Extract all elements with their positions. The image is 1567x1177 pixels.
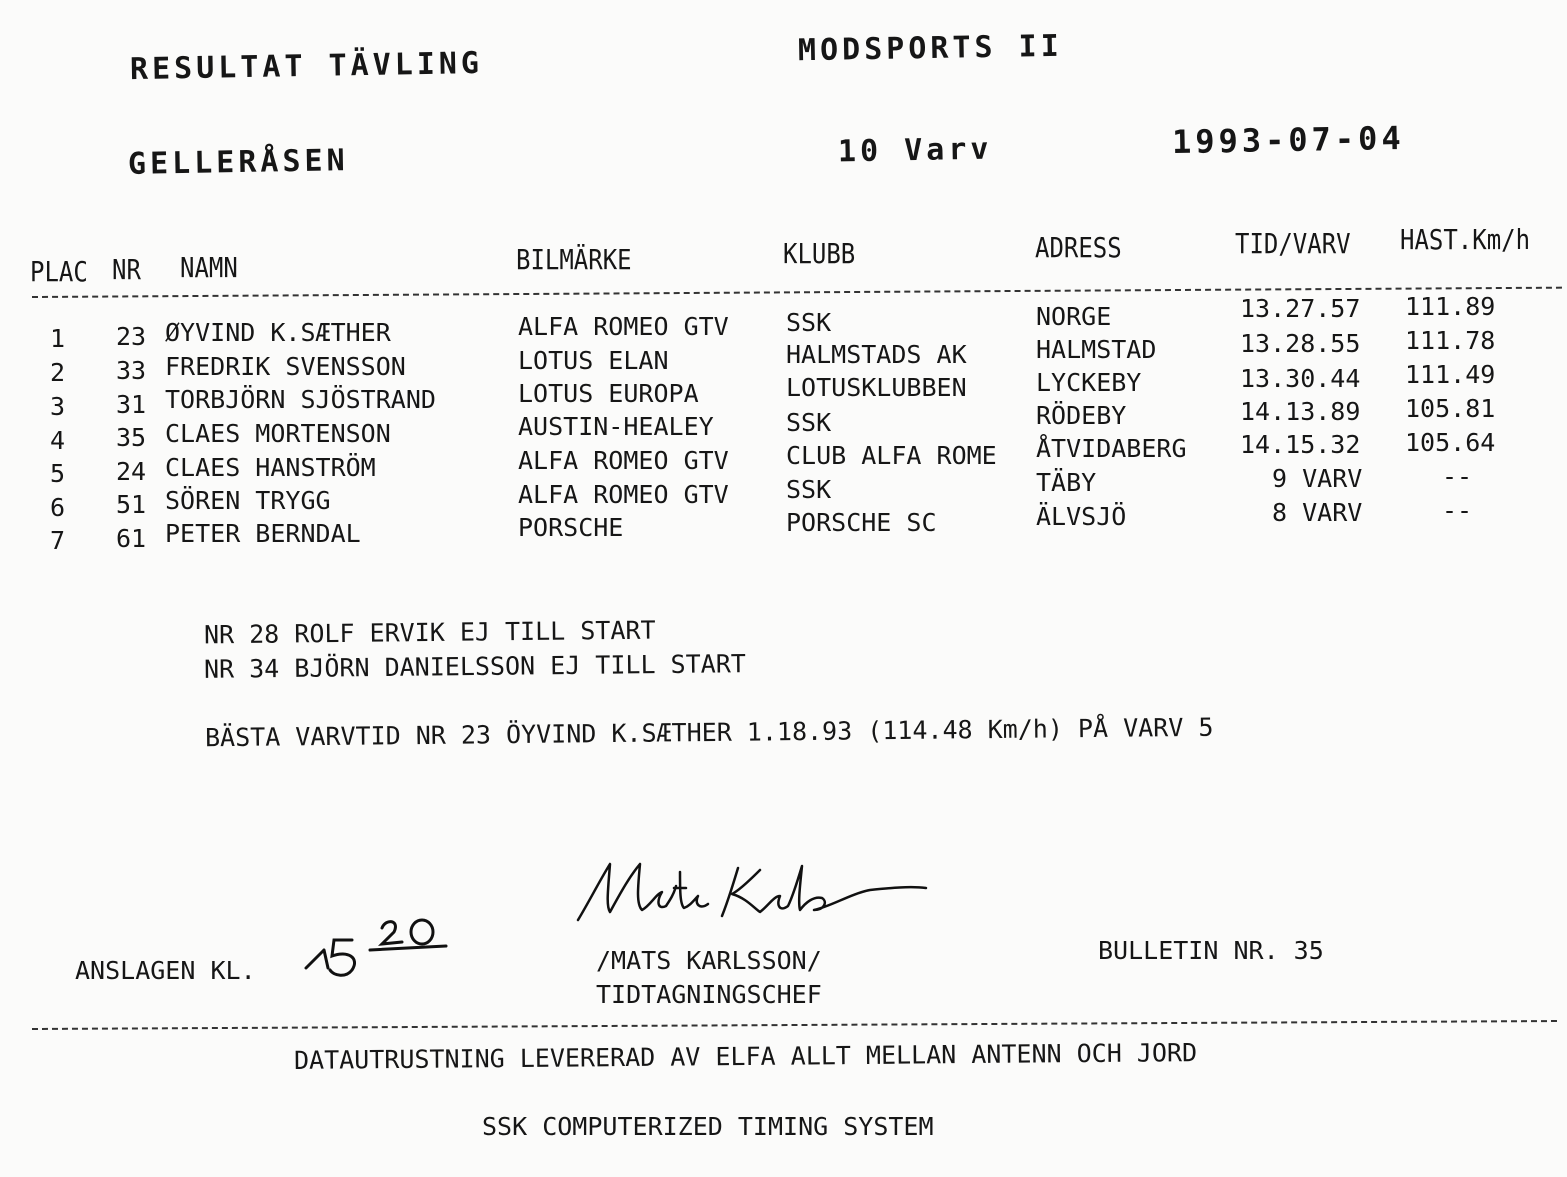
official-title: TIDTAGNINGSCHEF [596, 980, 822, 1009]
row-7-adress: ÄLVSJÖ [1036, 502, 1127, 531]
row-5-bil: ALFA ROMEO GTV [518, 446, 729, 475]
row-7-bil: PORSCHE [518, 513, 624, 542]
row-4-hast: 105.81 [1405, 394, 1496, 423]
row-1-klubb: SSK [786, 308, 832, 337]
row-7-hast: -- [1442, 496, 1473, 525]
row-7-namn: PETER BERNDAL [165, 519, 361, 548]
posted-label: ANSLAGEN KL. [75, 956, 256, 985]
row-5-namn: CLAES HANSTRÖM [165, 453, 376, 482]
signature [570, 850, 940, 930]
row-7-plac: 7 [50, 526, 66, 555]
row-6-klubb: SSK [786, 475, 832, 504]
lap-count: 10 Varv [837, 131, 993, 170]
venue: GELLERÅSEN [127, 143, 349, 182]
row-5-hast: 105.64 [1405, 428, 1496, 457]
row-4-tid: 14.13.89 [1240, 397, 1361, 426]
row-5-adress: ÅTVIDABERG [1036, 434, 1187, 463]
col-adress: ADRESS [1035, 231, 1122, 264]
col-klubb: KLUBB [783, 237, 856, 270]
row-3-plac: 3 [50, 392, 66, 421]
row-3-tid: 13.30.44 [1240, 364, 1361, 393]
row-2-nr: 33 [116, 356, 147, 385]
row-4-klubb: SSK [786, 408, 832, 437]
row-6-bil: ALFA ROMEO GTV [518, 480, 729, 509]
col-bilmarke: BILMÄRKE [516, 243, 632, 276]
row-6-nr: 51 [116, 490, 147, 519]
footer-divider [32, 1020, 1557, 1030]
col-namn: NAMN [180, 251, 238, 284]
col-nr: NR [112, 253, 141, 286]
row-3-nr: 31 [116, 390, 147, 419]
race-class: MODSPORTS II [797, 28, 1064, 69]
row-3-klubb: LOTUSKLUBBEN [786, 373, 967, 402]
row-3-adress: LYCKEBY [1036, 368, 1142, 397]
row-7-nr: 61 [116, 524, 147, 553]
row-5-plac: 5 [50, 459, 66, 488]
row-1-hast: 111.89 [1405, 292, 1496, 321]
row-7-tid: 8 VARV [1272, 498, 1363, 527]
row-4-adress: RÖDEBY [1036, 401, 1127, 430]
sponsor-line: DATAUTRUSTNING LEVERERAD AV ELFA ALLT MELLAN ANTENN OCH JORD [293, 1038, 1198, 1075]
row-1-nr: 23 [116, 322, 147, 351]
row-4-bil: AUSTIN-HEALEY [518, 412, 714, 441]
row-2-plac: 2 [50, 358, 66, 387]
row-4-plac: 4 [50, 426, 66, 455]
row-5-nr: 24 [116, 457, 147, 486]
row-1-bil: ALFA ROMEO GTV [518, 312, 729, 341]
row-1-plac: 1 [50, 324, 66, 353]
bulletin-number: BULLETIN NR. 35 [1098, 936, 1324, 965]
row-1-tid: 13.27.57 [1240, 294, 1361, 323]
row-4-namn: CLAES MORTENSON [165, 419, 391, 448]
row-5-tid: 14.15.32 [1240, 430, 1361, 459]
row-2-hast: 111.78 [1405, 326, 1496, 355]
row-6-namn: SÖREN TRYGG [165, 486, 331, 515]
col-hast: HAST.Km/h [1400, 223, 1531, 256]
row-7-klubb: PORSCHE SC [786, 508, 937, 537]
row-2-bil: LOTUS ELAN [518, 346, 669, 375]
row-4-nr: 35 [116, 423, 147, 452]
row-2-tid: 13.28.55 [1240, 329, 1361, 358]
row-2-namn: FREDRIK SVENSSON [165, 352, 406, 381]
dns-note-1: NR 28 ROLF ERVIK EJ TILL START [203, 615, 656, 650]
row-1-adress: NORGE [1036, 302, 1112, 331]
row-3-bil: LOTUS EUROPA [518, 379, 699, 408]
col-plac: PLAC [30, 255, 88, 288]
row-6-hast: -- [1442, 462, 1473, 491]
document-title: RESULTAT TÄVLING [129, 45, 484, 88]
row-3-namn: TORBJÖRN SJÖSTRAND [165, 385, 436, 414]
handwritten-time [290, 910, 470, 990]
row-6-plac: 6 [50, 493, 66, 522]
best-lap-note: BÄSTA VARVTID NR 23 ÖYVIND K.SÆTHER 1.18.93 (114.48 Km/h) PÅ VARV 5 [204, 712, 1214, 753]
dns-note-2: NR 34 BJÖRN DANIELSSON EJ TILL START [203, 649, 746, 684]
row-1-namn: ØYVIND K.SÆTHER [165, 318, 391, 347]
race-date: 1993-07-04 [1171, 118, 1405, 162]
row-2-adress: HALMSTAD [1036, 335, 1157, 364]
official-name: /MATS KARLSSON/ [596, 946, 822, 975]
row-3-hast: 111.49 [1405, 360, 1496, 389]
col-tid: TID/VARV [1235, 227, 1351, 260]
row-6-adress: TÄBY [1036, 468, 1097, 497]
timing-system-line: SSK COMPUTERIZED TIMING SYSTEM [482, 1112, 934, 1141]
row-5-klubb: CLUB ALFA ROME [786, 441, 997, 470]
row-6-tid: 9 VARV [1272, 464, 1363, 493]
row-2-klubb: HALMSTADS AK [786, 340, 967, 369]
